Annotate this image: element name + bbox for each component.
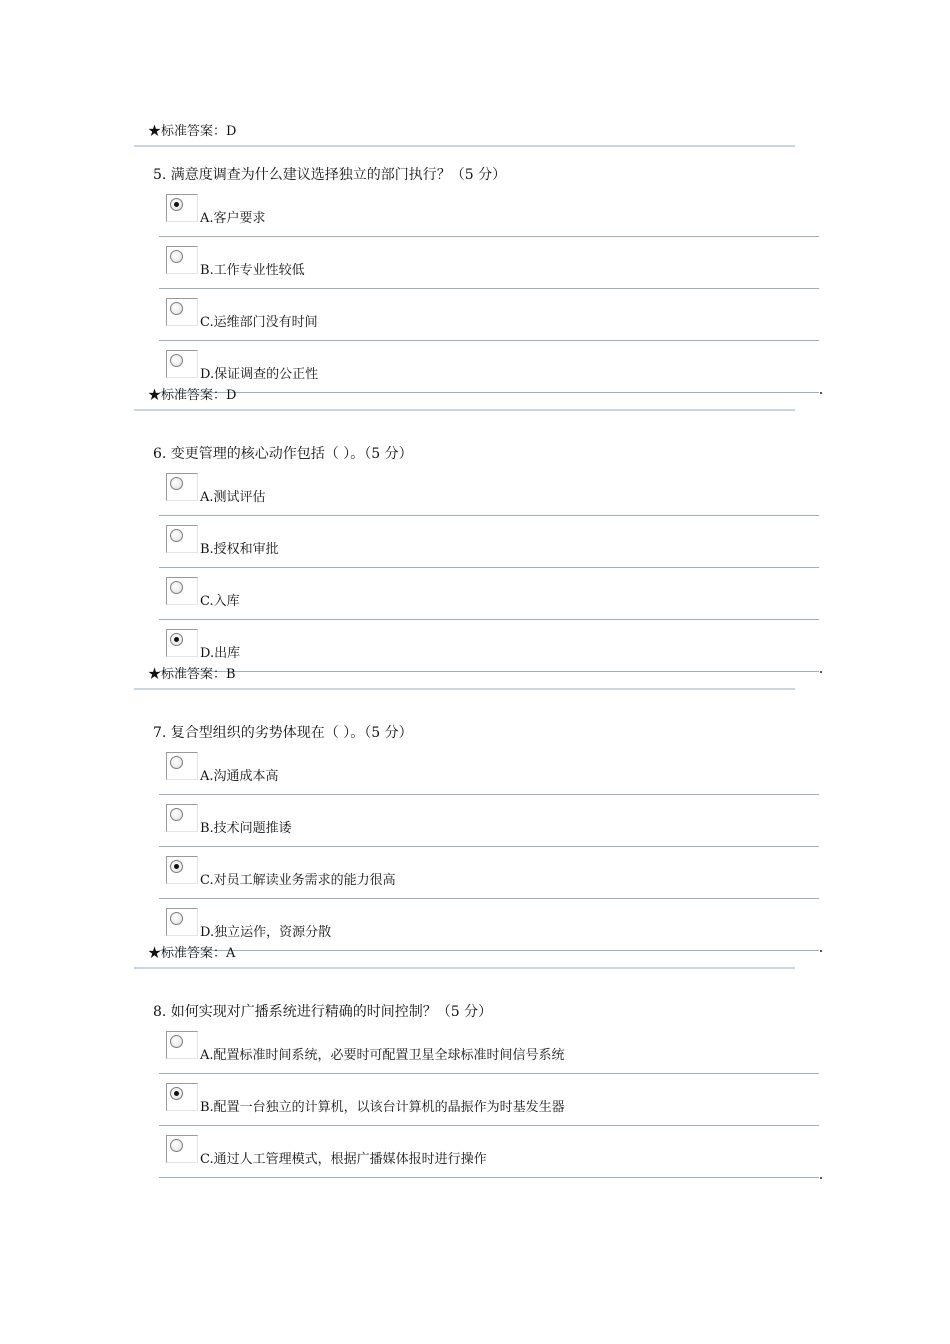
- answer-divider: [134, 409, 795, 411]
- answer-label: ★标准答案：: [148, 388, 227, 403]
- radio-box[interactable]: [166, 194, 198, 222]
- option-row[interactable]: [0, 473, 950, 525]
- option-label: C.通过人工管理模式，根据广播媒体报时进行操作: [200, 1152, 487, 1167]
- option-divider: [159, 392, 819, 393]
- option-label: C.运维部门没有时间: [200, 315, 318, 330]
- radio-box[interactable]: [166, 473, 198, 501]
- radio-unchecked-icon[interactable]: [170, 808, 183, 821]
- option-divider: [159, 794, 819, 795]
- option-row[interactable]: [0, 752, 950, 804]
- radio-unchecked-icon[interactable]: [170, 250, 183, 263]
- option-label: A.客户要求: [200, 211, 266, 226]
- radio-box[interactable]: [166, 1083, 198, 1111]
- option-divider: [159, 1125, 819, 1126]
- option-row[interactable]: [0, 1031, 950, 1083]
- option-label: D.保证调查的公正性: [200, 367, 319, 382]
- answer-line: [148, 124, 236, 140]
- option-row[interactable]: [0, 908, 950, 960]
- radio-unchecked-icon[interactable]: [170, 581, 183, 594]
- option-row[interactable]: [0, 246, 950, 298]
- radio-unchecked-icon[interactable]: [170, 1035, 183, 1048]
- answer-value: B: [226, 667, 236, 682]
- radio-box[interactable]: [166, 908, 198, 936]
- option-label: B.工作专业性较低: [200, 263, 305, 278]
- option-label: B.技术问题推诿: [200, 821, 292, 836]
- option-row[interactable]: [0, 577, 950, 629]
- radio-checked-icon[interactable]: [170, 1087, 183, 1100]
- option-divider: [159, 567, 819, 568]
- option-row[interactable]: [0, 1083, 950, 1135]
- answer-line: [148, 667, 236, 683]
- answer-divider: [134, 688, 795, 690]
- option-divider: [159, 288, 819, 289]
- option-divider: [159, 1073, 819, 1074]
- radio-unchecked-icon[interactable]: [170, 354, 183, 367]
- question-title: 7. 复合型组织的劣势体现在（ ）。（5 分）: [153, 725, 413, 741]
- option-label: C.对员工解读业务需求的能力很高: [200, 873, 396, 888]
- radio-box[interactable]: [166, 629, 198, 657]
- radio-unchecked-icon[interactable]: [170, 477, 183, 490]
- radio-box[interactable]: [166, 577, 198, 605]
- radio-box[interactable]: [166, 246, 198, 274]
- question-title: 5. 满意度调查为什么建议选择独立的部门执行？（5 分）: [153, 167, 507, 183]
- radio-unchecked-icon[interactable]: [170, 1139, 183, 1152]
- option-row[interactable]: [0, 629, 950, 681]
- answer-value: D: [226, 124, 237, 139]
- option-label: B.授权和审批: [200, 542, 279, 557]
- option-label: A.沟通成本高: [200, 769, 279, 784]
- radio-box[interactable]: [166, 804, 198, 832]
- option-row[interactable]: [0, 1135, 950, 1187]
- radio-box[interactable]: [166, 752, 198, 780]
- option-divider: [159, 846, 819, 847]
- option-divider: [159, 671, 819, 672]
- radio-box[interactable]: [166, 1031, 198, 1059]
- answer-label: ★标准答案：: [148, 124, 227, 139]
- radio-box[interactable]: [166, 1135, 198, 1163]
- question-title: 8. 如何实现对广播系统进行精确的时间控制？（5 分）: [153, 1004, 493, 1020]
- option-row[interactable]: [0, 525, 950, 577]
- answer-line: [148, 946, 235, 962]
- answer-line: [148, 388, 236, 404]
- question-title: 6. 变更管理的核心动作包括（ ）。（5 分）: [153, 446, 413, 462]
- option-label: A.配置标准时间系统，必要时可配置卫星全球标准时间信号系统: [200, 1048, 565, 1063]
- radio-checked-icon[interactable]: [170, 860, 183, 873]
- option-row[interactable]: [0, 194, 950, 246]
- option-row[interactable]: [0, 804, 950, 856]
- radio-checked-icon[interactable]: [170, 198, 183, 211]
- answer-value: A: [226, 946, 236, 961]
- option-label: A.测试评估: [200, 490, 266, 505]
- option-divider: [159, 619, 819, 620]
- option-row[interactable]: [0, 856, 950, 908]
- option-divider: [159, 950, 819, 951]
- radio-box[interactable]: [166, 298, 198, 326]
- radio-box[interactable]: [166, 350, 198, 378]
- radio-unchecked-icon[interactable]: [170, 912, 183, 925]
- option-label: D.出库: [200, 646, 241, 661]
- option-label: D.独立运作，资源分散: [200, 925, 332, 940]
- option-divider: [159, 898, 819, 899]
- option-divider: [159, 1177, 819, 1178]
- radio-unchecked-icon[interactable]: [170, 529, 183, 542]
- radio-box[interactable]: [166, 525, 198, 553]
- option-divider: [159, 236, 819, 237]
- answer-label: ★标准答案：: [148, 946, 227, 961]
- option-label: C.入库: [200, 594, 240, 609]
- answer-divider: [134, 967, 795, 969]
- option-divider: [159, 340, 819, 341]
- option-row[interactable]: [0, 350, 950, 402]
- option-label: B.配置一台独立的计算机，以该台计算机的晶振作为时基发生器: [200, 1100, 565, 1115]
- radio-box[interactable]: [166, 856, 198, 884]
- radio-checked-icon[interactable]: [170, 633, 183, 646]
- radio-unchecked-icon[interactable]: [170, 302, 183, 315]
- option-row[interactable]: [0, 298, 950, 350]
- option-divider: [159, 515, 819, 516]
- answer-label: ★标准答案：: [148, 667, 227, 682]
- answer-value: D: [226, 388, 237, 403]
- answer-divider: [134, 145, 795, 147]
- radio-unchecked-icon[interactable]: [170, 756, 183, 769]
